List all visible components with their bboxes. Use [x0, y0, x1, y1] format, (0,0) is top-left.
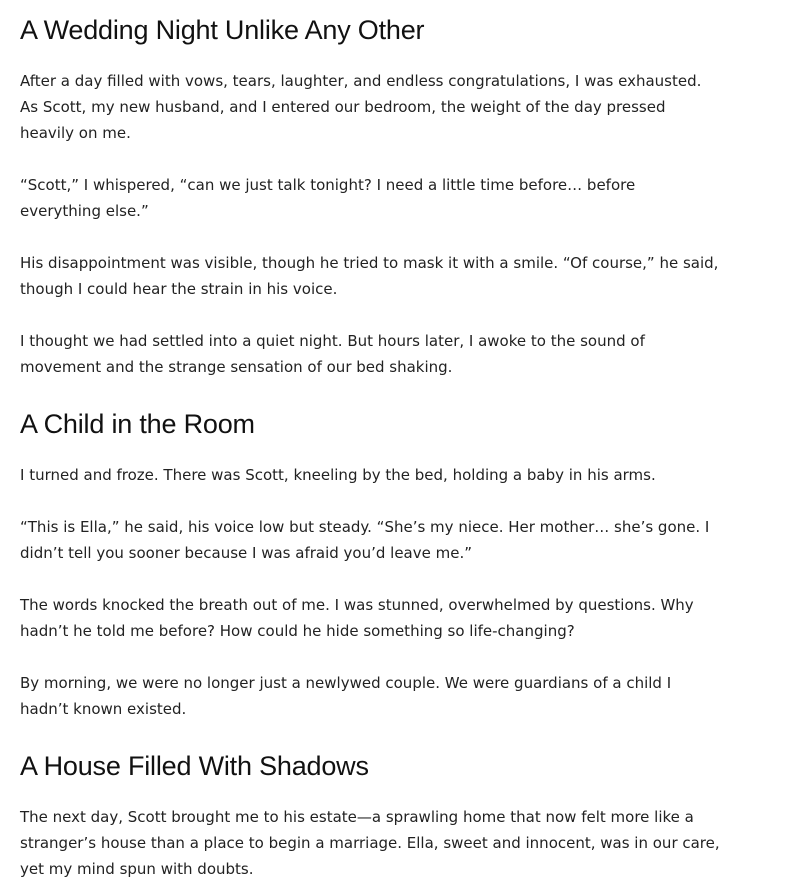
paragraph: The next day, Scott brought me to his estate—a sprawling home that now felt more like a stranger’s house than a place to begin a marriage. Ella, sweet and innocent, was in our care, yet my mind spun with doubts.: [20, 808, 720, 878]
section-heading: A Wedding Night Unlike Any Other: [20, 15, 425, 45]
paragraph: After a day filled with vows, tears, laughter, and endless congratulations, I was exhausted. As Scott, my new husband, and I entered our bedroom, the weight of the day pressed heavily on me.: [20, 72, 702, 142]
section-heading: A House Filled With Shadows: [20, 751, 369, 781]
section-wedding-night: [20, 12, 720, 380]
paragraph: By morning, we were no longer just a newlywed couple. We were guardians of a child I hadn’t known existed.: [20, 674, 672, 718]
section-child-in-room: [20, 406, 720, 722]
paragraph: His disappointment was visible, though he tried to mask it with a smile. “Of course,” he said, though I could hear the strain in his voice.: [20, 254, 719, 298]
section-house-shadows: [20, 748, 720, 882]
paragraph: The words knocked the breath out of me. I was stunned, overwhelmed by questions. Why hadn’t he told me before? How could he hide something so life-changing?: [20, 596, 694, 640]
paragraph: I turned and froze. There was Scott, kneeling by the bed, holding a baby in his arms.: [20, 466, 656, 484]
paragraph: “Scott,” I whispered, “can we just talk tonight? I need a little time before… before everything else.”: [20, 176, 636, 220]
paragraph: I thought we had settled into a quiet night. But hours later, I awoke to the sound of movement and the strange sensation of our bed shaking.: [20, 332, 645, 376]
paragraph: “This is Ella,” he said, his voice low but steady. “She’s my niece. Her mother… she’s gone. I didn’t tell you sooner because I was afraid you’d leave me.”: [20, 518, 710, 562]
section-heading: A Child in the Room: [20, 409, 255, 439]
